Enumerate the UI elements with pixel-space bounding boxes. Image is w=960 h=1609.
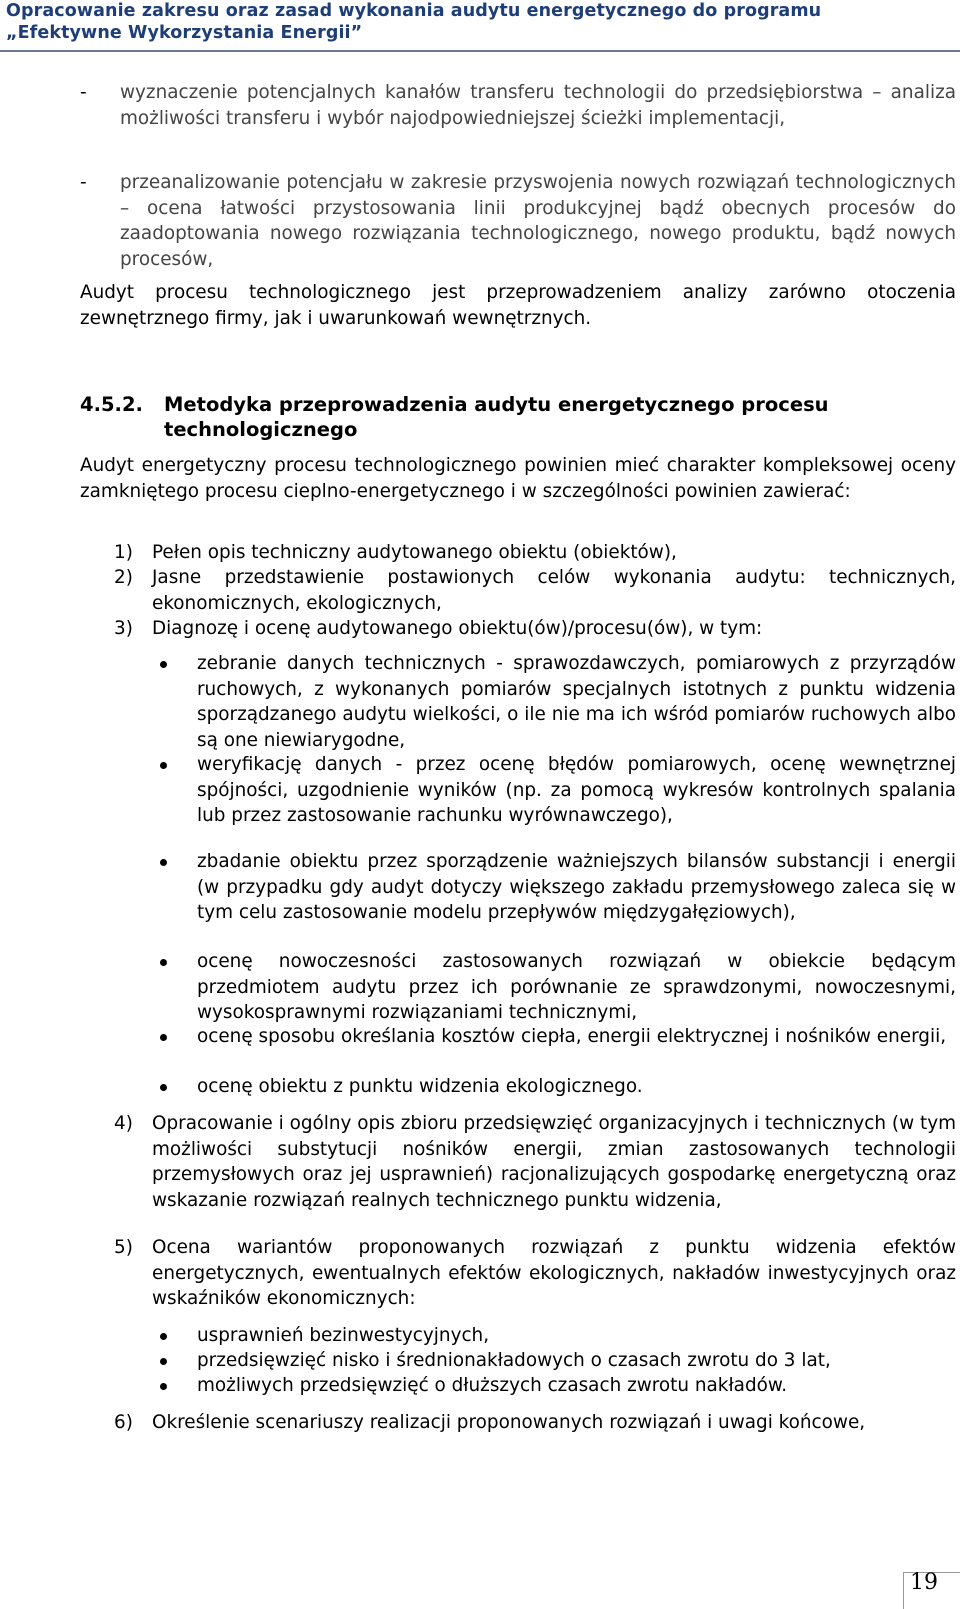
bullet-text: zebranie danych technicznych - sprawozdawczych, pomiarowych z przyrządów ruchowych, z wykonanych pomiarów specjalnych istotnych z punktu widzenia sporządzanego audytu wielkości, o ile nie ma ich wśród pomiarów ruchowych albo są one niewiarygodne, xyxy=(197,653,956,751)
document-header xyxy=(0,0,960,46)
page-number: 19 xyxy=(910,1570,938,1595)
intro-paragraph: Audyt energetyczny procesu technologicznego powinien mieć charakter kompleksowej oceny zamkniętego procesu cieplno-energetycznego i w szczególności powinien zawierać: xyxy=(80,455,956,502)
bullet-text: zbadanie obiektu przez sporządzenie ważniejszych bilansów substancji i energii (w przypadku gdy audyt dotyczy większego zakładu przemysłowego zaleca się w tym celu zastosowanie modelu przepływów międzygałęziowych), xyxy=(197,851,956,923)
bullet-icon xyxy=(160,1084,167,1091)
section-title: Metodyka przeprowadzenia audytu energetycznego procesu technologicznego xyxy=(164,393,829,441)
section-heading xyxy=(80,392,956,444)
bullet-icon xyxy=(160,959,167,966)
item-number: 4) xyxy=(114,1113,133,1134)
numbered-item xyxy=(114,616,956,642)
bullet-text: weryfikację danych - przez ocenę błędów pomiarowych, ocenę wewnętrznej spójności, uzgodnienie wyników (np. za pomocą wykresów kontrolnych spalania lub przez zastosowanie rachunku wyrównawczego), xyxy=(197,754,956,826)
header-title-line-2: „Efektywne Wykorzystania Energii” xyxy=(6,23,363,43)
numbered-item xyxy=(114,1235,956,1313)
bullet-item xyxy=(160,1373,956,1399)
bullet-icon xyxy=(160,1358,167,1365)
dash-marker: - xyxy=(80,172,87,193)
bullet-icon xyxy=(160,1034,167,1041)
dash-list-item xyxy=(80,80,960,158)
bullet-item xyxy=(160,1074,956,1100)
bullet-item xyxy=(160,849,956,951)
item-number: 5) xyxy=(114,1237,133,1258)
section-number: 4.5.2. xyxy=(80,393,143,416)
bullet-text: możliwych przedsięwzięć o dłuższych czasach zwrotu nakładów. xyxy=(197,1375,788,1396)
bullet-text: ocenę sposobu określania kosztów ciepła, energii elektrycznej i nośników energii, xyxy=(197,1026,947,1047)
header-title-line-1: Opracowanie zakresu oraz zasad wykonania audytu energetycznego do programu xyxy=(6,1,822,21)
bullet-text: usprawnień bezinwestycyjnych, xyxy=(197,1325,490,1346)
bullet-item xyxy=(160,651,956,753)
item-text: Opracowanie i ogólny opis zbioru przedsięwzięć organizacyjnych i technicznych (w tym możliwości substytucji nośników energii, zmian zastosowanych technologii przemysłowych oraz jej usprawnień) racjonalizujących gospodarkę energetyczną oraz wskazanie rozwiązań realnych technicznego punktu widzenia, xyxy=(152,1113,956,1211)
item-text: Pełen opis techniczny audytowanego obiektu (obiektów), xyxy=(152,542,677,563)
bullet-icon xyxy=(160,762,167,769)
bullet-icon xyxy=(160,661,167,668)
bullet-item xyxy=(160,752,956,854)
item-number: 3) xyxy=(114,618,133,639)
page-number-rule-vertical xyxy=(903,1572,904,1609)
bullet-item xyxy=(160,1348,956,1374)
item-number: 2) xyxy=(114,567,133,588)
bullet-icon xyxy=(160,1383,167,1390)
bullet-text: ocenę obiektu z punktu widzenia ekologicznego. xyxy=(197,1076,643,1097)
bullet-item xyxy=(160,949,956,1027)
numbered-item xyxy=(114,540,956,566)
header-divider xyxy=(0,50,960,52)
numbered-item xyxy=(114,1111,956,1239)
bullet-icon xyxy=(160,1333,167,1340)
item-text: Jasne przedstawienie postawionych celów wykonania audytu: technicznych, ekonomicznych, ekologicznych, xyxy=(152,567,956,614)
bullet-icon xyxy=(160,859,167,866)
numbered-item xyxy=(114,1410,956,1462)
item-text: Ocena wariantów proponowanych rozwiązań z punktu widzenia efektów energetycznych, ewentualnych efektów ekologicznych, nakładów inwestycyjnych oraz wskaźników ekonomicznych: xyxy=(152,1237,956,1309)
bullet-text: ocenę nowoczesności zastosowanych rozwiązań w obiekcie będącym przedmiotem audytu przez ich porównanie ze sprawdzonymi, nowoczesnymi, wysokosprawnymi rozwiązaniami technicznymi, xyxy=(197,951,956,1023)
item-number: 6) xyxy=(114,1412,133,1433)
item-number: 1) xyxy=(114,542,133,563)
bullet-item xyxy=(160,1323,956,1349)
item-text: Diagnozę i ocenę audytowanego obiektu(ów)/procesu(ów), w tym: xyxy=(152,618,763,639)
dash-item-text: wyznaczenie potencjalnych kanałów transferu technologii do przedsiębiorstwa – analiza możliwości transferu i wybór najodpowiedniejszej ścieżki implementacji, xyxy=(120,82,956,129)
dash-list-item xyxy=(80,170,960,274)
dash-item-text: przeanalizowanie potencjału w zakresie przyswojenia nowych rozwiązań technologicznych – ocena łatwości przystosowania linii produkcyjnej bądź obecnych procesów do zaadoptowania nowego rozwiązania technologicznego, nowego produktu, bądź nowych procesów, xyxy=(120,172,956,270)
dash-marker: - xyxy=(80,82,87,103)
numbered-item xyxy=(114,565,956,617)
bullet-text: przedsięwzięć nisko i średnionakładowych o czasach zwrotu do 3 lat, xyxy=(197,1350,831,1371)
bullet-item xyxy=(160,1024,956,1076)
item-text: Określenie scenariuszy realizacji proponowanych rozwiązań i uwagi końcowe, xyxy=(152,1412,866,1433)
audit-paragraph: Audyt procesu technologicznego jest przeprowadzeniem analizy zarówno otoczenia zewnętrznego firmy, jak i uwarunkowań wewnętrznych. xyxy=(80,282,956,329)
